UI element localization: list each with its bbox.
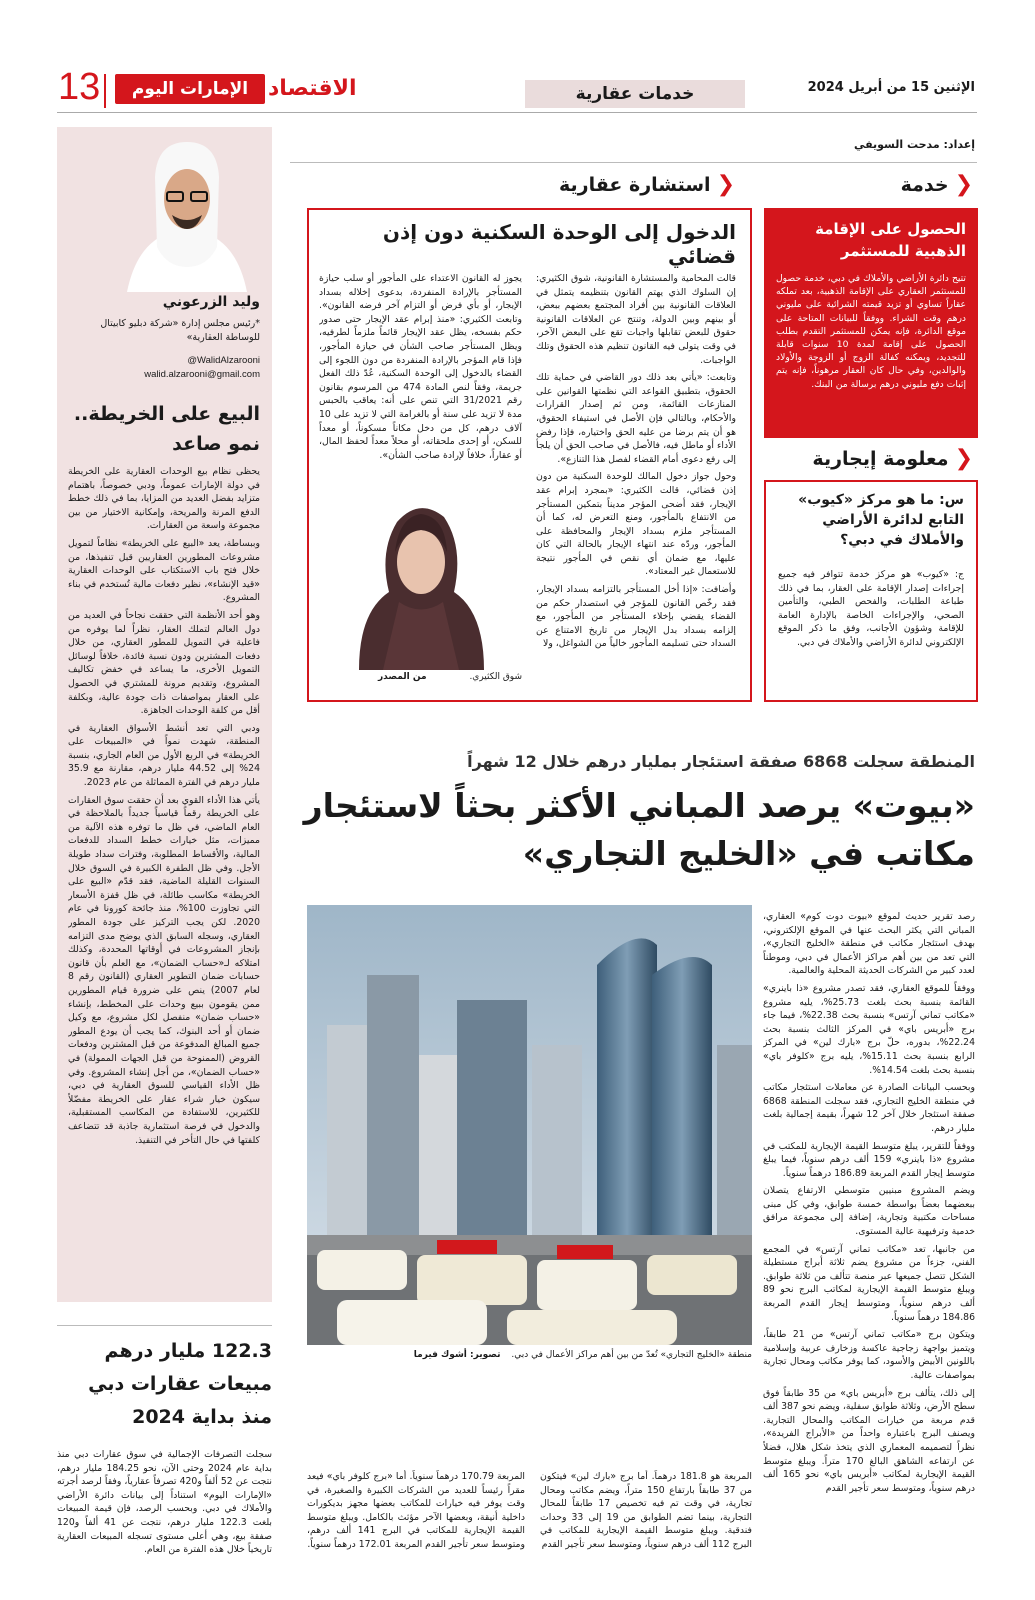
divider [104, 74, 106, 108]
lawyer-portrait-illustration [319, 492, 522, 670]
sales-box-rule [57, 1325, 272, 1326]
paragraph: وبحسب البيانات الصادرة عن معاملات استئجار مكاتب في منطقة الخليج التجاري، فقد سجلت المنطقة 6868 صفقة استئجار خلال آخر 12 شهراً، بقيمة إجمالية بلغت مليار درهم. [763, 1082, 975, 1134]
paragraph: ودبي التي تعد أنشط الأسواق العقارية في المنطقة، شهدت نمواً في «المبيعات على الخريطة» في الربع الأول من العام الجاري، بنسبة 24% إلى 44.52 مليار درهم، مقارنة مع 35.9 مليار درهم في الفترة المماثلة من عام 2023. [68, 722, 260, 789]
consultation-box [307, 208, 752, 702]
byline: إعداد: مدحت السويفي [853, 138, 975, 151]
logo-text: الإمارات اليوم [131, 79, 249, 99]
paragraph: يحظى نظام بيع الوحدات العقارية على الخريطة في دولة الإمارات عموماً، ودبي خصوصاً، باهتمام متزايد بفضل العديد من المزايا، بما في ذلك خطط الدفع المرنة والمريحة، وإمكانية الاختيار من بين مجموعة واسعة من العقارات. [68, 466, 260, 532]
lawyer-photo [319, 492, 522, 670]
masthead [0, 58, 1035, 108]
rental-section-header [812, 448, 973, 470]
section-tab-label: خدمات عقارية [575, 84, 695, 104]
rental-section-title: معلومة إيجارية [812, 448, 949, 470]
service-body: تتيح دائرة الأراضي والأملاك في دبي، خدمة حصول للمستثمر العقاري على الإقامة الذهبية، بعد تملكه عقاراً تساوي أو تزيد قيمته الشرائية على مليوني درهم وقت الشراء. ووفقاً للبيانات المتاحة على موقع الدائرة، فإنه يمكن للمستثمر التقدم بطلب الحصول على إقامة لمدة 10 سنوات قابلة للتجديد، ويمكنه كفالة الزوج أو الزوجة والأولاد والوالدين، وفي حال كان العقار مرهوناً، فإنه يتم إثبات دفع مليوني درهم برسالة من البنك. [776, 273, 966, 390]
paragraph: قالت المحامية والمستشارة القانونية، شوق الكثيري: إن السلوك الذي يهتم القانون بتنظيمه يتمثل في العلاقات القانونية بين أفراد المجتمع بعضهم ببعض، أو بينهم وبين الدولة، وتنتج عن العلاقات القانونية حقوق للبعض تقابلها واجبات تقع على البعض الآخر، في وقت يتولى فيه القانون تنظيم هذه الحقوق وتلك الواجبات. [536, 273, 736, 366]
lawyer-photo-caption [319, 672, 522, 682]
column-title: البيع على الخريطة.. نمو صاعد [73, 403, 260, 455]
consultation-section-title: استشارة عقارية [558, 174, 711, 196]
newspaper-logo [115, 74, 265, 104]
rental-answer: ج: «كيوب» هو مركز خدمة تتوافر فيه جميع إجراءات إصدار الإقامة على العقار، بما في ذلك طباعة الطلبات، والفحص الطبي، والتأمين الصحي، والإجراءات الخاصة بالإدارة العامة للإقامة وشؤون الأجانب، وفق ما ذكر الموقع الإلكتروني لدائرة الأراضي والأملاك في دبي. [778, 569, 964, 648]
chevron-icon: ❮ [716, 172, 735, 197]
sales-body: سجلت التصرفات الإجمالية في سوق عقارات دبي منذ بداية عام 2024 وحتى الآن، نحو 184.25 مليار درهم، نتجت عن 52 ألفاً و420 تصرفاً عقارياً، وفقاً لرصد أجرته «الإمارات اليوم» استناداً إلى بيانات دائرة الأراضي والأملاك في دبي. وبحسب الرصد، فإن قيمة المبيعات بلغت 122.3 مليار درهم، نتجت عن 41 ألفاً و120 صفقة بيع، وهي أعلى مستوى تسجله المبيعات العقارية تاريخياً خلال هذه الفترة من العام. [57, 1449, 272, 1556]
issue-date: الإثنين 15 من أبريل 2024 [807, 80, 975, 95]
service-section-header [901, 174, 973, 196]
consultation-section-header [559, 174, 735, 196]
consultation-col-right [536, 272, 736, 692]
photo-caption-text: منطقة «الخليج التجاري» تُعدّ من بين أهم مراكز الأعمال في دبي. [511, 1350, 752, 1360]
service-box [764, 208, 978, 438]
paragraph: ووفقاً للتقرير، يبلغ متوسط القيمة الإيجارية للمكتب في مشروع «ذا باينري» 159 ألف درهم سنوياً، فيما يبلغ متوسط إيجار القدم المربعة 186.89 درهماً سنوياً. [763, 1140, 975, 1179]
columnist-panel [57, 127, 272, 1302]
section-tab [525, 80, 745, 108]
column-body [68, 465, 260, 1295]
columnist-twitter: @WalidAlzarooni [187, 355, 260, 366]
paragraph: رصد تقرير حديث لموقع «بيوت دوت كوم» العقاري، المباني التي يكثر البحث عنها في الموقع الإلكتروني، بهدف استئجار مكاتب في منطقة «الخليج التجاري»، التي تعد من بين أهم مراكز الأعمال في دبي، وموطناً لعدد كبير من الشركات الحديثة المحلية والعالمية. [763, 911, 975, 977]
article-kicker: المنطقة سجلت 6868 صفقة استئجار بمليار درهم خلال 12 شهراً [467, 752, 975, 771]
columnist-email[interactable]: walid.alzarooni@gmail.com [144, 369, 260, 380]
paragraph: ويتكون برج «مكاتب تماني آرتس» من 21 طابقاً، ويتميز بواجهة زجاجية عاكسة وزخارف عربية وإسلامية باللونين الأبيض والأسود، كما يوفر مكاتب ومحال تجارية بمواصفات عالية. [763, 1329, 975, 1381]
article-headline: «بيوت» يرصد المباني الأكثر بحثاً لاستئجار مكاتب في «الخليج التجاري» [303, 786, 975, 873]
article-bottom-col-2: المربعة 170.79 درهماً سنوياً. أما «برج كلوفر باي» فيعد مقراً رئيساً للعديد من الشركات الكبيرة والصغيرة، في وقت يوفر فيه خيارات للمكاتب بعضها مجهز بديكورات داخلية أنيقة، وبعضها الآخر مؤثث بالكامل. ويبلغ متوسط القيمة الإيجارية للمكاتب في البرج 141 ألف درهم، ومتوسط سعر تأجير القدم المربعة 172.01 درهماً سنوياً. [307, 1471, 525, 1550]
article-photo [307, 905, 752, 1345]
paragraph: ووفقاً للموقع العقاري، فقد تصدر مشروع «ذا باينري» القائمة بنسبة بحث بلغت 25.73%، يليه مشروع «مكاتب تماني آرتس» بنسبة بحث 22.38%، فيما جاء برج «أبريس باي» في المركز الثالث بنسبة بحث 22.24%، بدوره، حلّ برج «بارك لين» في المركز الرابع بنسبة بحث 15.11%، يليه برج «كلوفر باي» بنسبة بحث بلغت 14.54%. [763, 982, 975, 1076]
paragraph: ويضم المشروع مبنيين متوسطي الارتفاع يتصلان ببعضهما بعضاً بواسطة خمسة طوابق، وفي كل مبنى مساحات مكتبية وتجارية، إضافة إلى مجموعة مرافق خدمية وترفيهية عالية المستوى. [763, 1185, 975, 1238]
sales-headline: 122.3 مليار درهم مبيعات عقارات دبي منذ بداية 2024 [88, 1340, 272, 1428]
article-bottom-col-1: المربعة هو 181.8 درهماً. أما برج «بارك لين» فيتكون من 37 طابقاً بارتفاع 150 متراً، ويضم مكاتب ومحال تجارية، في وقت تم فيه تخصيص 17 طابقاً للمحال التجارية، بينما تضم الطوابق من 19 إلى 33 وحدات فندقية. ويبلغ متوسط القيمة الإيجارية للمكاتب في البرج 112 ألف درهم سنوياً، ومتوسط سعر تأجير القدم [540, 1471, 752, 1550]
paragraph: إلى ذلك، يتألف برج «أبريس باي» من 35 طابقاً فوق سطح الأرض، وثلاثة طوابق سفلية، ويضم نحو 387 ألف قدم مربعة من خيارات المكاتب والمحال التجارية. ويصنف البرج باعتباره واحداً من «الأبراج الفريدة»، نظراً لتصميمه المعماري الذي يتخذ شكل هلال، فضلاً عن ارتفاعه الشاهق البالغ 170 متراً. ويبلغ متوسط القيمة الإيجارية لمكاتب «أبريس باي» نحو 165 ألف درهم سنوياً، ومتوسط سعر تأجير القدم [763, 1387, 975, 1494]
paragraph: يأتي هذا الأداء القوي بعد أن حققت سوق العقارات على الخريطة رقماً قياسياً جديداً بالملاحظة في العام الماضي، في ظل ما توفره هذه الآلية من مميزات، مثل خيارات خطط السداد للدفعات المالية، والأقساط المطلوبة، وفترات سداد طويلة الأجل. وفي ظل الطفرة الكبيرة في السوق خلال السنوات القليلة الماضية، فقد قدّم «البيع على الخريطة» مكاسب طائلة، في ظل قفزة الأسعار التي تجاوزت 100%، منذ جائحة كورونا في عام 2020. لكن يجب التركيز على جودة المطور العقاري، وسجله السابق الذي يوضح مدى التزامه بإنجاز المشروعات في أوقاتها المحددة، وكذلك امتلاكه لـ«حساب الضمان»، مع العلم بأن قانون حسابات ضمان التطوير العقاري (القانون رقم 8 لعام 2007) ينص على ضرورة قيام المطورين ممن يقومون ببيع وحدات على المخطط، بإنشاء «حساب ضمان» منفصل لكل مشروع، مع وكيل ضمان أو أحد البنوك، كما يجب أن يودع المطور جميع المبالغ المدفوعة من قبل المشترين ودفعات القروض (الممنوحة من قبل الجهات الممولة) في «حساب الضمان»، من أجل إنشاء المشروع. وفي ظل الأداء القياسي للسوق العقارية في دبي، سيكون خيار شراء عقار على الخريطة مفضّلاً للكثيرين، للاستفادة من المكاسب المستقبلية، والدخول في فرصة استثمارية جاذبة قد تتضاعف كلفتها في حال التأخر في التنفيذ. [68, 794, 260, 1146]
columnist-portrait-illustration [117, 137, 257, 292]
consultation-title: الدخول إلى الوحدة السكنية دون إذن قضائي [382, 220, 736, 268]
rental-box [764, 480, 978, 702]
business-bay-photo-illustration [307, 905, 752, 1345]
columnist-title: *رئيس مجلس إدارة «شركة دبليو كابيتال للوساطة العقارية» [100, 318, 260, 343]
chevron-icon: ❮ [954, 446, 973, 471]
service-section-title: خدمة [900, 174, 949, 196]
header-rule [57, 112, 977, 113]
chevron-icon: ❮ [954, 172, 973, 197]
service-title: الحصول على الإقامة الذهبية للمستثمر [815, 220, 966, 260]
caption-source: من المصدر [378, 672, 427, 682]
rental-question: س: ما هو مركز «كيوب» التابع لدائرة الأراضي والأملاك في دبي؟ [798, 492, 964, 548]
paragraph: وأضافت: «إذا أخل المستأجر بالتزامه بسداد الإيجار، فقد رخّص القانون للمؤجر في استصدار حكم من القضاء يقضي بإخلاء المستأجر من المأجور، مع إلزامه بسداد بدل الإيجار من تاريخ الامتناع عن السداد حتى تسليمه المأجور خالياً من الشواغل، ولا [536, 584, 736, 650]
section-name: الاقتصاد [268, 76, 357, 101]
page-number: 13 [58, 66, 101, 108]
article-photo-caption [307, 1350, 752, 1360]
paragraph: من جانبها، تعد «مكاتب تماني آرتس» في المجمع الفني، جزءاً من مشروع يضم ثلاثة أبراج مستطيلة الشكل تتصل جميعها عبر منصة تتألف من ثلاثة طوابق. ويبلغ متوسط القيمة الإيجارية لمكاتب البرج نحو 89 ألف درهم سنوياً، ومتوسط إيجار القدم المربعة 184.86 درهماً سنوياً. [763, 1243, 975, 1323]
paragraph: وببساطة، يعد «البيع على الخريطة» نظاماً لتمويل مشروعات المطورين العقاريين قبل تنفيذها، من خلال فتح باب الاستكتاب على الوحدات العقارية «قيد الإنشاء»، نظير دفعات مالية تُستخدم في بناء المشروع. [68, 537, 260, 604]
caption-name: شوق الكثيري. [469, 672, 522, 682]
consultation-col-left: يجوز له القانون الاعتداء على المأجور أو سلب حيازة المستأجر بالإرادة المنفردة، بدعوى إخلاله بسداد الإيجار، أو بأي فرض أو التزام آخر فرضه القانون». وتابعت الكثيري: «منذ إبرام عقد الإيجار حتى صدور حكم بفسخه، يظل عقد الإيجار قائماً ملزماً لطرفيه، ويظل المستأجر صاحب الشأن في حيازة المأجور، فإذا قام المؤجر بالإرادة المنفردة من دون اللجوء إلى القضاء بالدخول إلى الوحدة السكنية، عُدّ ذلك الفعل جريمة، وفقاً لنص المادة 474 من المرسوم بقانون رقم 31/2021 التي تنص على أنه: يعاقب بالحبس مدة لا تزيد على سنة أو بالغرامة التي لا تزيد على 10 آلاف درهم، كل من دخل مكاناً مسكوناً، أو معداً للسكن، أو إحدى ملحقاته، أو محلاً معداً لحفظ المال، أو عقاراً، خلافاً لإرادة صاحب الشأن». [319, 273, 522, 461]
columnist-name: وليد الزرعوني [162, 294, 260, 310]
article-body-column [763, 910, 975, 1575]
photo-credit: تصوير: أشوك فيرما [413, 1350, 501, 1360]
paragraph: وتابعت: «يأتي بعد ذلك دور القاضي في حماية تلك الحقوق، بتطبيق القواعد التي نظمتها القوانين على المنازعات القائمة، ومن ثم إصدار القرارات والأحكام، وبالتالي فإن الأصل في استيفاء الحقوق، هو أن يتم برضا من عليه الحق واختياره، فإذا رفض الأداء أو ماطل فيه، فالأصل في صاحب الحق أن يلجأ إلى رفع دعوى أمام القضاء لفصل هذا التنازع». [536, 372, 736, 465]
byline-rule [290, 162, 977, 163]
paragraph: وهو أحد الأنظمة التي حققت نجاحاً في العديد من دول العالم لتملك العقار، نظراً لما يوفره من فاعلية في التمويل للمطور العقاري، من خلال دفعات المشترين ودون نسبة فائدة، خلافاً لوسائل التمويل الأخرى، ما يساعد في خفض تكاليف المشروع، وتقديم مرونة للمشتري في الحصول على العقار بمواصفات ذات جودة عالية، وبكلفة أقل من كلفة الوحدات الجاهزة. [68, 609, 260, 717]
paragraph: وحول جواز دخول المالك للوحدة السكنية من دون إذن قضائي، قالت الكثيري: «بمجرد إبرام عقد الإيجار، فقد أضحى المؤجر مديناً بتمكين المستأجر من الانتفاع بالمأجور، ومنع التعرض له، كما أن المستأجر ملزم بسداد الإيجار والمحافظة على المأجور، وردّه عند انتهاء الإيجار بالحالة التي كان عليها، مع ضمان أي نقص في المأجور نتيجة للاستعمال غير المعتاد». [536, 471, 736, 578]
